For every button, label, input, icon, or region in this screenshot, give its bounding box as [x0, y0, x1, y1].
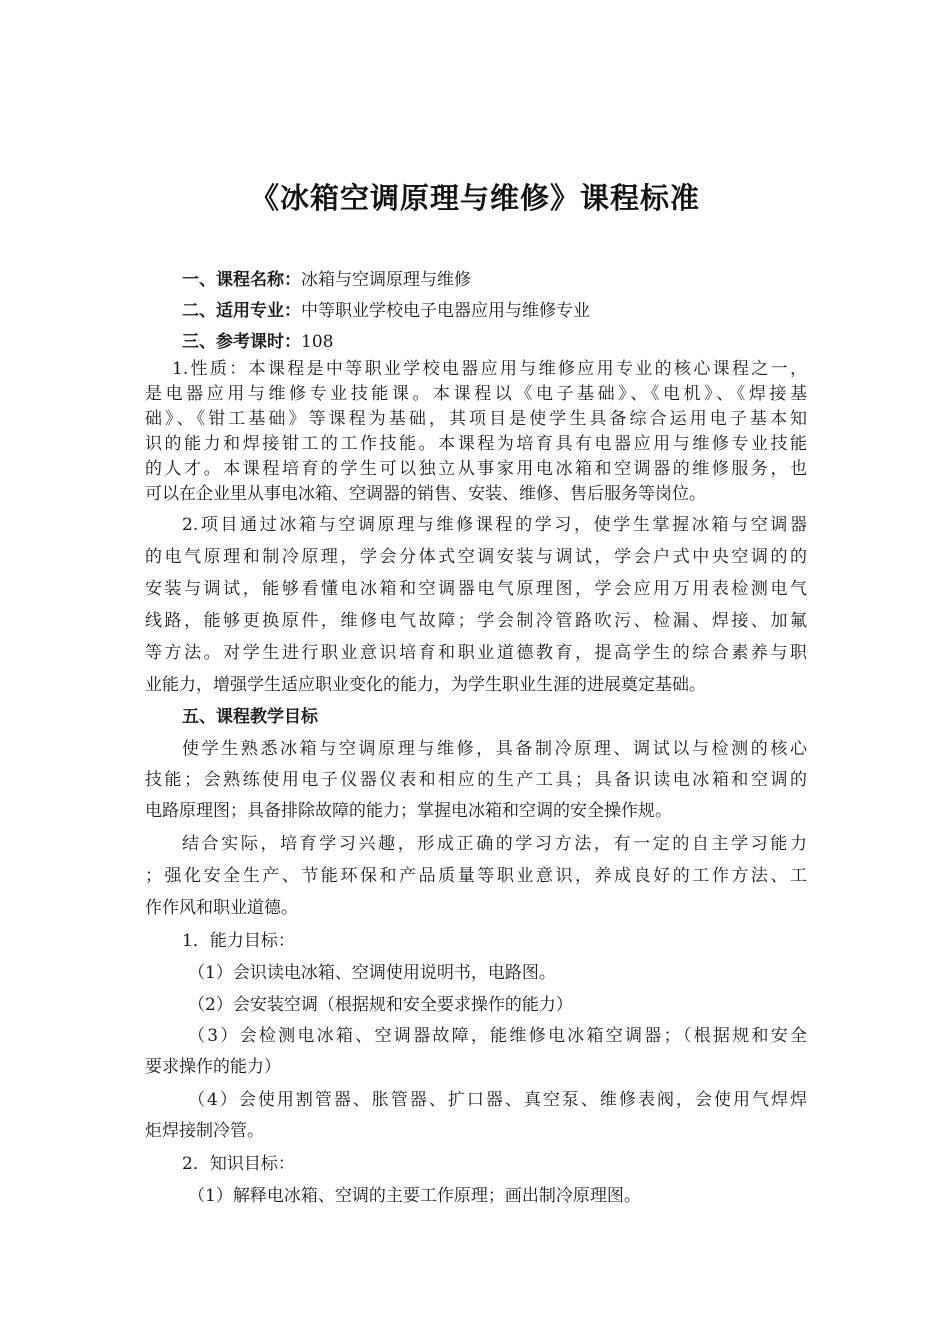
document-title: 《冰箱空调原理与维修》课程标准 [249, 181, 700, 215]
list-item: （1）解释电冰箱、空调的主要工作原理；画出制冷原理图。 [188, 1186, 641, 1206]
paragraph-line: ；强化安全生产、节能环保和产品质量等职业意识，养成良好的工作方法、工 [145, 866, 807, 886]
paragraph-line: 线路，能够更换原件，维修电气故障；学会制冷管路吹污、检漏、焊接、加氟 [145, 611, 807, 631]
paragraph-line: 电路原理图；具备排除故障的能力；掌握电冰箱和空调的安全操作规。 [145, 801, 672, 821]
hours-value: 108 [301, 332, 334, 352]
paragraph-line: 1.性质：本课程是中等职业学校电器应用与维修应用专业的核心课程之一， [172, 359, 807, 379]
paragraph-line: 作作风和职业道德。 [145, 898, 298, 918]
hours-line [182, 330, 844, 354]
list-item: （2）会安装空调（根据规和安全要求操作的能力） [188, 995, 573, 1015]
course-name-label: 一、课程名称： [182, 270, 301, 290]
paragraph-line: 是电器应用与维修专业技能课。本课程以《电子基础》、《电机》、《焊接基 [145, 384, 807, 404]
paragraph-line: 可以在企业里从事电冰箱、空调器的销售、安装、维修、售后服务等岗位。 [145, 484, 706, 504]
major-line [182, 299, 844, 323]
knowledge-goals-heading: 2．知识目标： [182, 1154, 295, 1174]
list-item: （3）会检测电冰箱、空调器故障，能维修电冰箱空调器；（根据规和安全 [188, 1026, 807, 1046]
course-name-value: 冰箱与空调原理与维修 [301, 270, 471, 290]
list-item-continued: 炬焊接制冷管。 [145, 1121, 264, 1141]
list-item: （4）会使用割管器、胀管器、扩口器、真空泵、维修表阀，会使用气焊焊 [188, 1090, 807, 1110]
ability-goals-heading: 1．能力目标： [182, 931, 295, 951]
paragraph-line: 识的能力和焊接钳工的工作技能。本课程为培育具有电器应用与维修专业技能 [145, 434, 807, 454]
paragraph-line: 2.项目通过冰箱与空调原理与维修课程的学习，使学生掌握冰箱与空调器 [182, 515, 807, 535]
hours-label: 三、参考课时： [182, 332, 301, 352]
paragraph-line: 安装与调试，能够看懂电冰箱和空调器电气原理图，学会应用万用表检测电气 [145, 579, 807, 599]
major-label: 二、适用专业： [182, 301, 301, 321]
list-item-continued: 要求操作的能力） [145, 1057, 281, 1077]
major-value: 中等职业学校电子电器应用与维修专业 [301, 301, 590, 321]
paragraph-line: 等方法。对学生进行职业意识培育和职业道德教育，提高学生的综合素养与职 [145, 643, 807, 663]
paragraph-line: 的人才。本课程培育的学生可以独立从事家用电冰箱和空调器的维修服务，也 [145, 459, 807, 479]
list-item: （1）会识读电冰箱、空调使用说明书，电路图。 [188, 963, 556, 983]
section-heading-objectives: 五、课程教学目标 [182, 707, 318, 727]
course-name-line [182, 268, 844, 292]
paragraph-line: 础》、《钳工基础》等课程为基础，其项目是使学生具备综合运用电子基本知 [145, 409, 807, 429]
paragraph-line: 使学生熟悉冰箱与空调原理与维修，具备制冷原理、调试以与检测的核心 [182, 739, 807, 759]
paragraph-line: 结合实际，培育学习兴趣，形成正确的学习方法，有一定的自主学习能力 [182, 834, 807, 854]
paragraph-line: 的电气原理和制冷原理，学会分体式空调安装与调试，学会户式中央空调的的 [145, 547, 807, 567]
paragraph-line: 业能力，增强学生适应职业变化的能力，为学生职业生涯的进展奠定基础。 [145, 675, 706, 695]
paragraph-line: 技能；会熟练使用电子仪器仪表和相应的生产工具；具备识读电冰箱和空调的 [145, 770, 807, 790]
